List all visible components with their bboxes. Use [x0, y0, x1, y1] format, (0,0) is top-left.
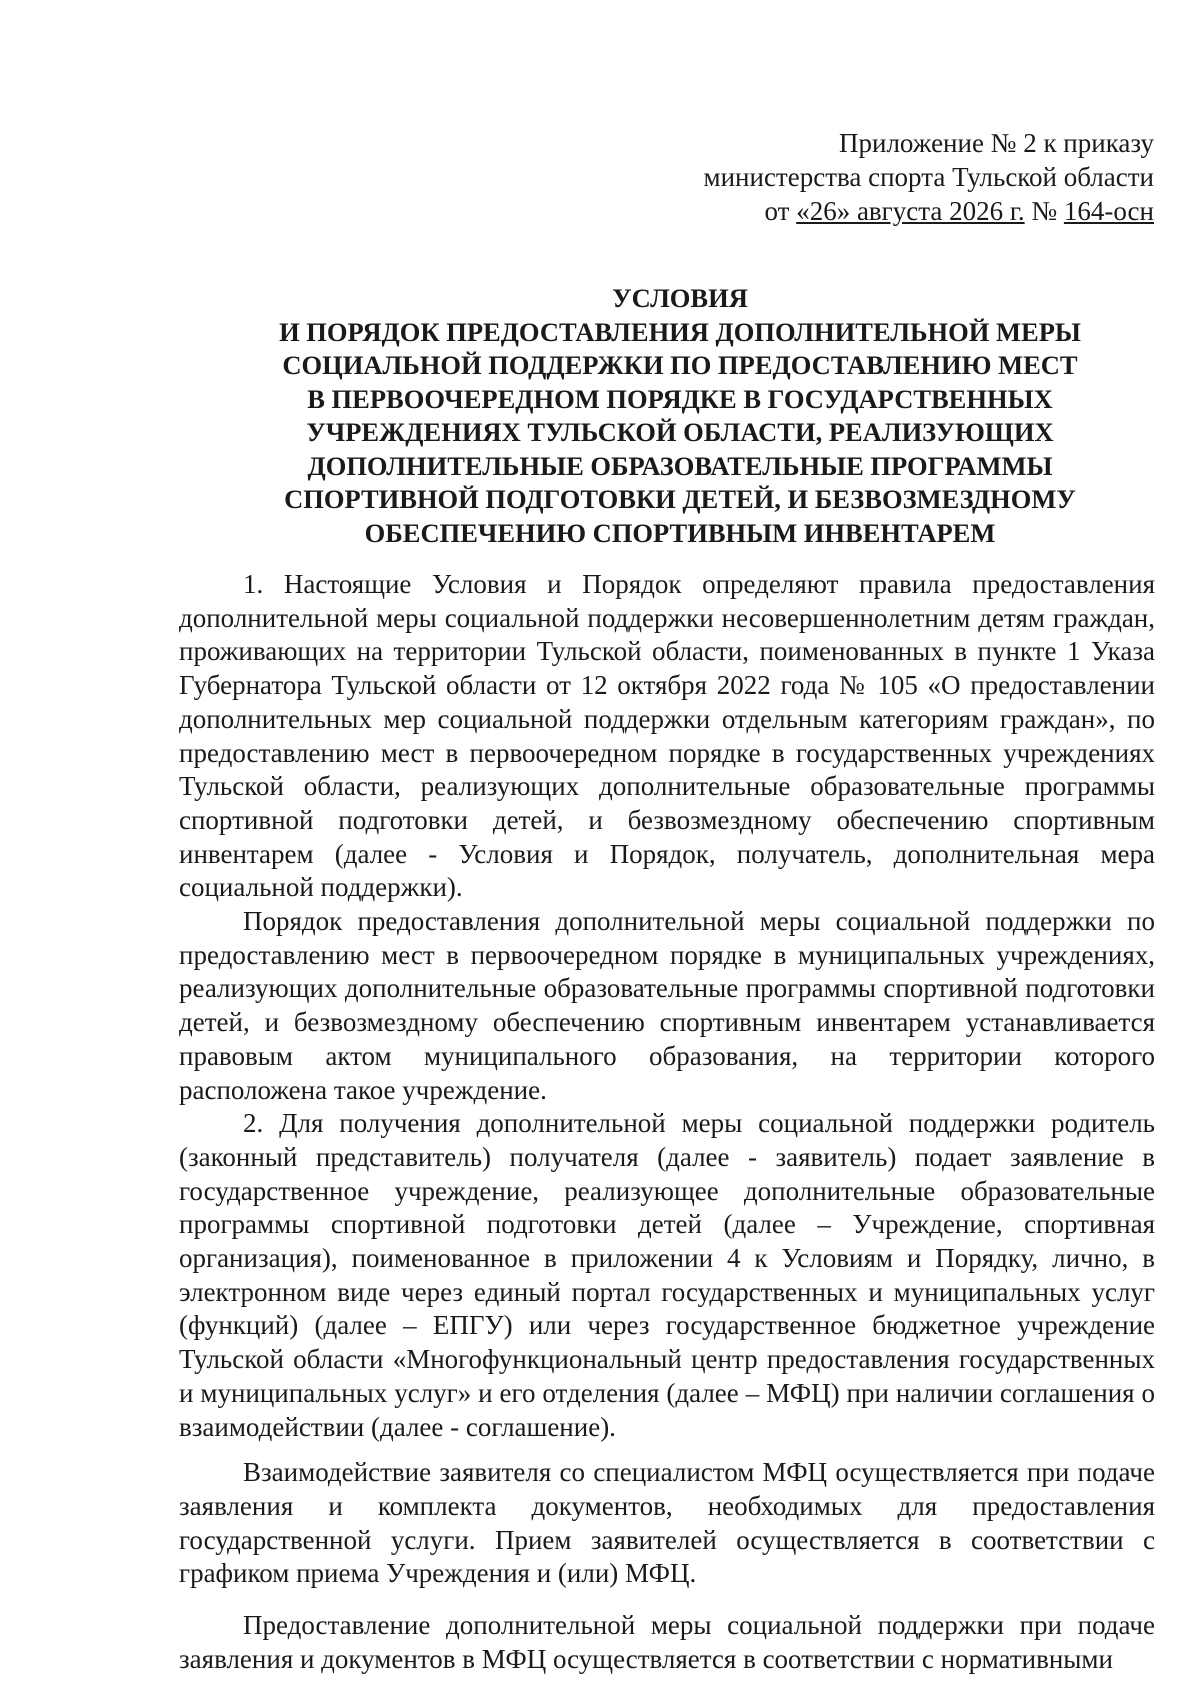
title-line-4: В ПЕРВООЧЕРЕДНОМ ПОРЯДКЕ В ГОСУДАРСТВЕННЫХ — [307, 383, 1053, 414]
title-line-1: УСЛОВИЯ — [612, 283, 748, 313]
paragraph-4: Взаимодействие заявителя со специалистом МФЦ осуществляется при подаче заявления и комплекта документов, необходимых для предоставления государственной услуги. Прием заявителей осуществляется в соответствии с графиком приема Учреждения и (или) МФЦ. — [179, 1457, 1155, 1589]
appendix-line-3 — [514, 194, 1154, 228]
title-line-8: ОБЕСПЕЧЕНИЮ СПОРТИВНЫМ ИНВЕНТАРЕМ — [364, 517, 996, 548]
title-line-6: ДОПОЛНИТЕЛЬНЫЕ ОБРАЗОВАТЕЛЬНЫЕ ПРОГРАММЫ — [307, 450, 1053, 481]
appendix-header — [514, 126, 1154, 228]
appendix-line-2: министерства спорта Тульской области — [703, 162, 1154, 192]
title-line-7: СПОРТИВНОЙ ПОДГОТОВКИ ДЕТЕЙ, И БЕЗВОЗМЕЗДНОМУ — [284, 484, 1076, 514]
appendix-date-prefix: от — [764, 196, 797, 226]
appendix-line-1: Приложение № 2 к приказу — [839, 128, 1154, 158]
document-title — [200, 282, 1160, 550]
title-line-2: И ПОРЯДОК ПРЕДОСТАВЛЕНИЯ ДОПОЛНИТЕЛЬНОЙ МЕРЫ — [279, 316, 1081, 347]
document-body — [179, 568, 1155, 1677]
paragraph-5: Предоставление дополнительной меры социальной поддержки при подаче заявления и документов в МФЦ осуществляется в соответствии с нормативными — [179, 1610, 1155, 1674]
appendix-date: «26» августа 2026 г. — [796, 196, 1025, 226]
paragraph-1: 1. Настоящие Условия и Порядок определяют правила предоставления дополнительной меры социальной поддержки несовершеннолетним детям граждан, проживающих на территории Тульской области, поименованных в пункте 1 Указа Губернатора Тульской области от 12 октября 2022 года № 105 «О предоставлении дополнительных мер социальной поддержки отдельным категориям граждан», по предоставлению мест в первоочередном порядке в государственных учреждениях Тульской области, реализующих дополнительные образовательные программы спортивной подготовки детей, и безвозмездному обеспечению спортивным инвентарем (далее - Условия и Порядок, получатель, дополнительная мера социальной поддержки). — [179, 569, 1155, 903]
title-line-3: СОЦИАЛЬНОЙ ПОДДЕРЖКИ ПО ПРЕДОСТАВЛЕНИЮ МЕСТ — [282, 350, 1078, 380]
appendix-number-sign: № — [1024, 196, 1064, 226]
paragraph-3: 2. Для получения дополнительной меры социальной поддержки родитель (законный представитель) получателя (далее - заявитель) подает заявление в государственное учреждение, реализующее дополнительные образовательные программы спортивной подготовки детей (далее – Учреждение, спортивная организация), поименованное в приложении 4 к Условиям и Порядку, лично, в электронном виде через единый портал государственных и муниципальных услуг (функций) (далее – ЕПГУ) или через государственное бюджетное учреждение Тульской области «Многофункциональный центр предоставления государственных и муниципальных услуг» и его отделения (далее – МФЦ) при наличии соглашения о взаимодействии (далее - соглашение). — [179, 1108, 1155, 1442]
appendix-number: 164-осн — [1063, 196, 1154, 226]
title-line-5: УЧРЕЖДЕНИЯХ ТУЛЬСКОЙ ОБЛАСТИ, РЕАЛИЗУЮЩИХ — [306, 417, 1054, 447]
paragraph-2: Порядок предоставления дополнительной меры социальной поддержки по предоставлению мест в первоочередном порядке в муниципальных учреждениях, реализующих дополнительные образовательные программы спортивной подготовки детей, и безвозмездному обеспечению спортивным инвентарем устанавливается правовым актом муниципального образования, на территории которого расположена такое учреждение. — [179, 906, 1155, 1105]
